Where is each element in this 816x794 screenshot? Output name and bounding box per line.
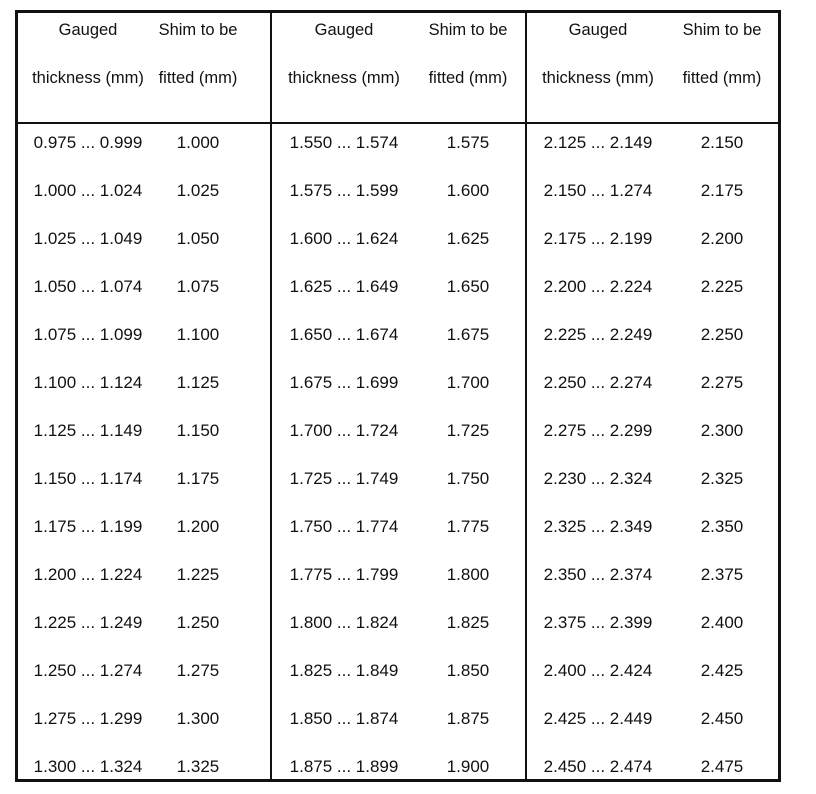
header-shim-unit: fitted (mm) xyxy=(682,69,762,87)
group-divider-1 xyxy=(270,13,272,779)
gauged-thickness-cell: 1.625 ... 1.649 xyxy=(289,277,399,296)
gauged-thickness-cell: 1.875 ... 1.899 xyxy=(289,757,399,776)
shim-value-cell: 2.475 xyxy=(700,757,744,776)
gauged-thickness-cell: 1.050 ... 1.074 xyxy=(33,277,143,296)
shim-value-cell: 1.650 xyxy=(446,277,490,296)
header-rule xyxy=(18,122,778,124)
shim-value-cell: 1.200 xyxy=(176,517,220,536)
header-gauged-thickness-label: Gauged xyxy=(568,21,628,39)
gauged-thickness-cell: 1.025 ... 1.049 xyxy=(33,229,143,248)
header-gauged-thickness-unit: thickness (mm) xyxy=(32,69,144,87)
gauged-thickness-cell: 2.425 ... 2.449 xyxy=(543,709,653,728)
shim-value-cell: 1.025 xyxy=(176,181,220,200)
gauged-thickness-cell: 2.275 ... 2.299 xyxy=(543,421,653,440)
shim-value-cell: 1.000 xyxy=(176,133,220,152)
gauged-thickness-cell: 2.150 ... 1.274 xyxy=(543,181,653,200)
gauged-thickness-cell: 2.400 ... 2.424 xyxy=(543,661,653,680)
shim-value-cell: 1.250 xyxy=(176,613,220,632)
shim-value-cell: 1.075 xyxy=(176,277,220,296)
header-shim-label: Shim to be xyxy=(682,21,762,39)
gauged-thickness-cell: 1.800 ... 1.824 xyxy=(289,613,399,632)
shim-value-cell: 1.600 xyxy=(446,181,490,200)
shim-value-cell: 1.825 xyxy=(446,613,490,632)
shim-value-cell: 2.300 xyxy=(700,421,744,440)
shim-value-cell: 1.900 xyxy=(446,757,490,776)
gauged-thickness-cell: 1.825 ... 1.849 xyxy=(289,661,399,680)
header-gauged-thickness-unit: thickness (mm) xyxy=(288,69,400,87)
header-shim-label: Shim to be xyxy=(158,21,238,39)
shim-value-cell: 2.200 xyxy=(700,229,744,248)
shim-value-cell: 1.225 xyxy=(176,565,220,584)
gauged-thickness-cell: 2.350 ... 2.374 xyxy=(543,565,653,584)
shim-value-cell: 1.275 xyxy=(176,661,220,680)
header-shim-label: Shim to be xyxy=(428,21,508,39)
shim-value-cell: 2.150 xyxy=(700,133,744,152)
gauged-thickness-cell: 1.200 ... 1.224 xyxy=(33,565,143,584)
shim-value-cell: 1.050 xyxy=(176,229,220,248)
gauged-thickness-cell: 1.125 ... 1.149 xyxy=(33,421,143,440)
gauged-thickness-cell: 2.125 ... 2.149 xyxy=(543,133,653,152)
shim-value-cell: 2.350 xyxy=(700,517,744,536)
gauged-thickness-cell: 1.100 ... 1.124 xyxy=(33,373,143,392)
gauged-thickness-cell: 1.300 ... 1.324 xyxy=(33,757,143,776)
shim-value-cell: 1.100 xyxy=(176,325,220,344)
shim-value-cell: 1.575 xyxy=(446,133,490,152)
shim-value-cell: 2.250 xyxy=(700,325,744,344)
shim-value-cell: 1.175 xyxy=(176,469,220,488)
shim-value-cell: 2.325 xyxy=(700,469,744,488)
gauged-thickness-cell: 1.250 ... 1.274 xyxy=(33,661,143,680)
shim-value-cell: 2.225 xyxy=(700,277,744,296)
gauged-thickness-cell: 2.450 ... 2.474 xyxy=(543,757,653,776)
header-gauged-thickness-label: Gauged xyxy=(314,21,374,39)
shim-value-cell: 1.125 xyxy=(176,373,220,392)
gauged-thickness-cell: 1.700 ... 1.724 xyxy=(289,421,399,440)
gauged-thickness-cell: 1.000 ... 1.024 xyxy=(33,181,143,200)
gauged-thickness-cell: 2.175 ... 2.199 xyxy=(543,229,653,248)
gauged-thickness-cell: 1.575 ... 1.599 xyxy=(289,181,399,200)
gauged-thickness-cell: 2.225 ... 2.249 xyxy=(543,325,653,344)
gauged-thickness-cell: 1.225 ... 1.249 xyxy=(33,613,143,632)
gauged-thickness-cell: 1.725 ... 1.749 xyxy=(289,469,399,488)
shim-value-cell: 1.875 xyxy=(446,709,490,728)
shim-value-cell: 2.450 xyxy=(700,709,744,728)
header-gauged-thickness-unit: thickness (mm) xyxy=(542,69,654,87)
gauged-thickness-cell: 2.250 ... 2.274 xyxy=(543,373,653,392)
gauged-thickness-cell: 1.850 ... 1.874 xyxy=(289,709,399,728)
shim-value-cell: 1.750 xyxy=(446,469,490,488)
gauged-thickness-cell: 1.775 ... 1.799 xyxy=(289,565,399,584)
gauged-thickness-cell: 1.175 ... 1.199 xyxy=(33,517,143,536)
shim-value-cell: 1.625 xyxy=(446,229,490,248)
gauged-thickness-cell: 2.230 ... 2.324 xyxy=(543,469,653,488)
shim-value-cell: 1.700 xyxy=(446,373,490,392)
gauged-thickness-cell: 1.150 ... 1.174 xyxy=(33,469,143,488)
shim-value-cell: 2.275 xyxy=(700,373,744,392)
gauged-thickness-cell: 2.375 ... 2.399 xyxy=(543,613,653,632)
shim-value-cell: 2.425 xyxy=(700,661,744,680)
shim-value-cell: 1.775 xyxy=(446,517,490,536)
shim-value-cell: 1.725 xyxy=(446,421,490,440)
gauged-thickness-cell: 0.975 ... 0.999 xyxy=(33,133,143,152)
shim-value-cell: 2.375 xyxy=(700,565,744,584)
header-shim-unit: fitted (mm) xyxy=(428,69,508,87)
shim-selection-table xyxy=(15,10,781,782)
gauged-thickness-cell: 1.650 ... 1.674 xyxy=(289,325,399,344)
shim-value-cell: 1.300 xyxy=(176,709,220,728)
shim-value-cell: 1.150 xyxy=(176,421,220,440)
shim-value-cell: 2.175 xyxy=(700,181,744,200)
gauged-thickness-cell: 1.550 ... 1.574 xyxy=(289,133,399,152)
gauged-thickness-cell: 1.075 ... 1.099 xyxy=(33,325,143,344)
header-shim-unit: fitted (mm) xyxy=(158,69,238,87)
gauged-thickness-cell: 1.750 ... 1.774 xyxy=(289,517,399,536)
gauged-thickness-cell: 1.675 ... 1.699 xyxy=(289,373,399,392)
gauged-thickness-cell: 2.325 ... 2.349 xyxy=(543,517,653,536)
shim-value-cell: 1.325 xyxy=(176,757,220,776)
shim-value-cell: 2.400 xyxy=(700,613,744,632)
gauged-thickness-cell: 1.275 ... 1.299 xyxy=(33,709,143,728)
shim-value-cell: 1.850 xyxy=(446,661,490,680)
gauged-thickness-cell: 2.200 ... 2.224 xyxy=(543,277,653,296)
shim-value-cell: 1.800 xyxy=(446,565,490,584)
gauged-thickness-cell: 1.600 ... 1.624 xyxy=(289,229,399,248)
shim-value-cell: 1.675 xyxy=(446,325,490,344)
header-gauged-thickness-label: Gauged xyxy=(58,21,118,39)
